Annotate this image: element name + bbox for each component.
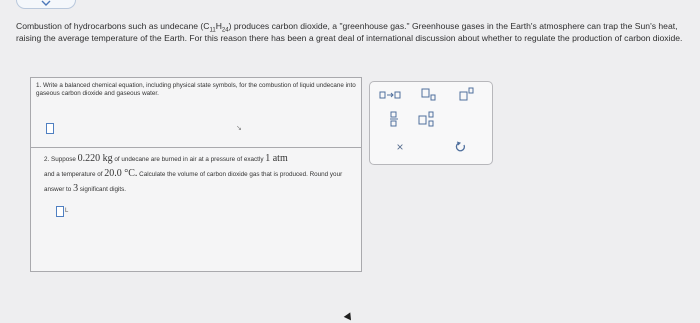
question-2-part-4: Calculate the volume of carbon dioxide gas that is produced. Round your answer to	[44, 171, 343, 193]
question-2-text	[44, 152, 354, 197]
intro-text-1: Combustion of hydrocarbons such as undecane (C	[16, 21, 210, 31]
question-2-value-1: 0.220	[77, 153, 101, 164]
chevron-down-icon	[41, 0, 51, 6]
question-2-unit-3: °C.	[121, 168, 138, 179]
question-2-unit-label: L	[65, 208, 69, 214]
intro-text-3: ) produces carbon dioxide, a "greenhouse gas." Greenhouse gases in the Earth's atmosphere can trap the Sun's heat, raising the average temperature of the Earth. For this reason there has been a great deal of international discussion about whether to regulate the production of carbon dioxide.	[16, 21, 683, 44]
undo-button[interactable]	[453, 139, 469, 155]
question-2-part-5: significant digits.	[78, 186, 127, 193]
question-2-unit-1: kg	[100, 153, 113, 164]
question-2-unit-2: atm	[270, 153, 288, 164]
superscript-icon	[459, 87, 475, 101]
question-2-value-2: 1	[265, 153, 271, 164]
question-2-value-4: 3	[73, 183, 79, 194]
fraction-button[interactable]	[387, 110, 401, 128]
intro-subscript-2: 24	[221, 27, 229, 34]
question-1-answer-input[interactable]	[46, 123, 54, 134]
question-2-value-3: 20.0	[104, 168, 122, 179]
question-2-part-1: 2. Suppose	[44, 156, 78, 163]
intro-text-2: H	[215, 21, 222, 31]
reaction-arrow-button[interactable]	[378, 88, 402, 102]
text-cursor-indicator: ↘	[236, 125, 242, 132]
undo-icon	[455, 141, 467, 153]
subscript-superscript-icon	[418, 111, 436, 127]
collapse-tab[interactable]	[16, 0, 76, 9]
problem-intro	[16, 20, 696, 45]
subscript-superscript-button[interactable]	[417, 110, 437, 128]
question-divider	[31, 147, 361, 148]
question-1-text: 1. Write a balanced chemical equation, including physical state symbols, for the combustion of liquid undecane into gaseous carbon dioxide and gaseous water.	[36, 82, 356, 97]
subscript-button[interactable]	[420, 86, 438, 102]
question-panel	[30, 77, 362, 272]
subscript-icon	[421, 87, 437, 101]
fraction-icon	[389, 111, 399, 127]
question-2-answer-input[interactable]	[56, 206, 64, 217]
clear-button[interactable]	[393, 140, 407, 154]
intro-subscript-1: 11	[209, 27, 216, 34]
superscript-button[interactable]	[458, 86, 476, 102]
question-2-part-2: of undecane are burned in air at a pressure of exactly	[112, 156, 266, 163]
mouse-pointer-icon	[344, 312, 355, 322]
question-2-part-3: and a temperature of	[44, 171, 105, 178]
equation-toolbar	[369, 81, 493, 165]
clear-icon: ×	[396, 140, 404, 154]
reaction-arrow-icon	[379, 90, 401, 100]
